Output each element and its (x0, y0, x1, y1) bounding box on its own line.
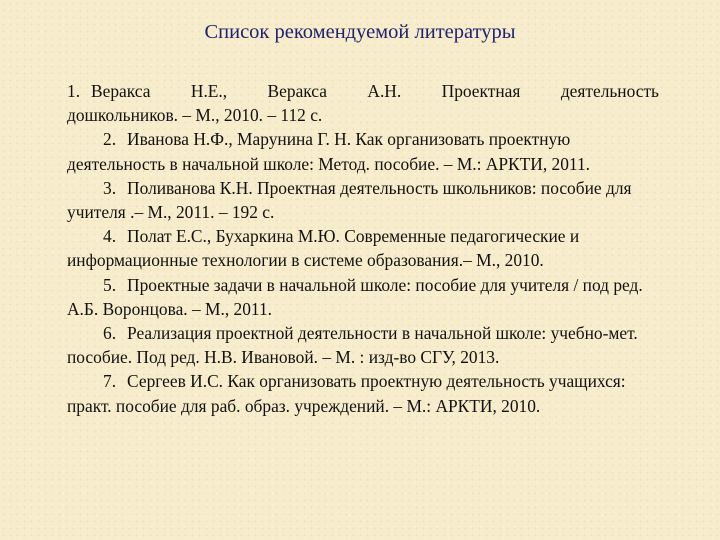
reference-text: Проектные задачи в начальной школе: пособие для учителя / под ред. А.Б. Воронцова. – М., 2011. (67, 274, 643, 319)
reference-item (67, 369, 659, 417)
reference-item (67, 79, 659, 127)
reference-text: Полат Е.С., Бухаркина М.Ю. Современные педагогические и информационные технологии в системе образования.– М., 2010. (67, 226, 580, 271)
reference-text: Иванова Н.Ф., Марунина Г. Н. Как организовать проектную деятельность в начальной школе: Метод. пособие. – М.: АРКТИ, 2011. (67, 129, 590, 174)
reference-number: 3. (103, 177, 117, 198)
reference-text: Веракса Н.Е., Веракса А.Н. Проектная деятельность (91, 81, 659, 101)
reference-item (67, 176, 659, 224)
reference-number: 6. (103, 323, 117, 344)
slide-title: Список рекомендуемой литературы (204, 21, 516, 43)
reference-list (67, 79, 659, 418)
reference-item (67, 321, 659, 369)
reference-number: 5. (103, 274, 117, 295)
reference-item (67, 273, 659, 321)
reference-number: 1. (67, 81, 81, 101)
reference-text: Поливанова К.Н. Проектная деятельность школьников: пособие для учителя .– М., 2011. – 192 с. (67, 177, 632, 223)
reference-text: Сергеев И.С. Как организовать проектную деятельность учащихся: практ. пособие для раб. образ. учреждений. – М.: АРКТИ, 2010. (67, 371, 626, 416)
reference-text: Реализация проектной деятельности в начальной школе: учебно-мет. пособие. Под ред. Н.В. Ивановой. – М. : изд-во СГУ, 2013. (67, 323, 638, 368)
reference-number: 7. (103, 371, 117, 392)
reference-text-continued: дошкольников. – М., 2010. – 112 с. (67, 105, 323, 126)
reference-item (67, 224, 659, 272)
reference-item (67, 127, 659, 175)
reference-number: 2. (103, 129, 117, 150)
reference-number: 4. (103, 226, 117, 247)
